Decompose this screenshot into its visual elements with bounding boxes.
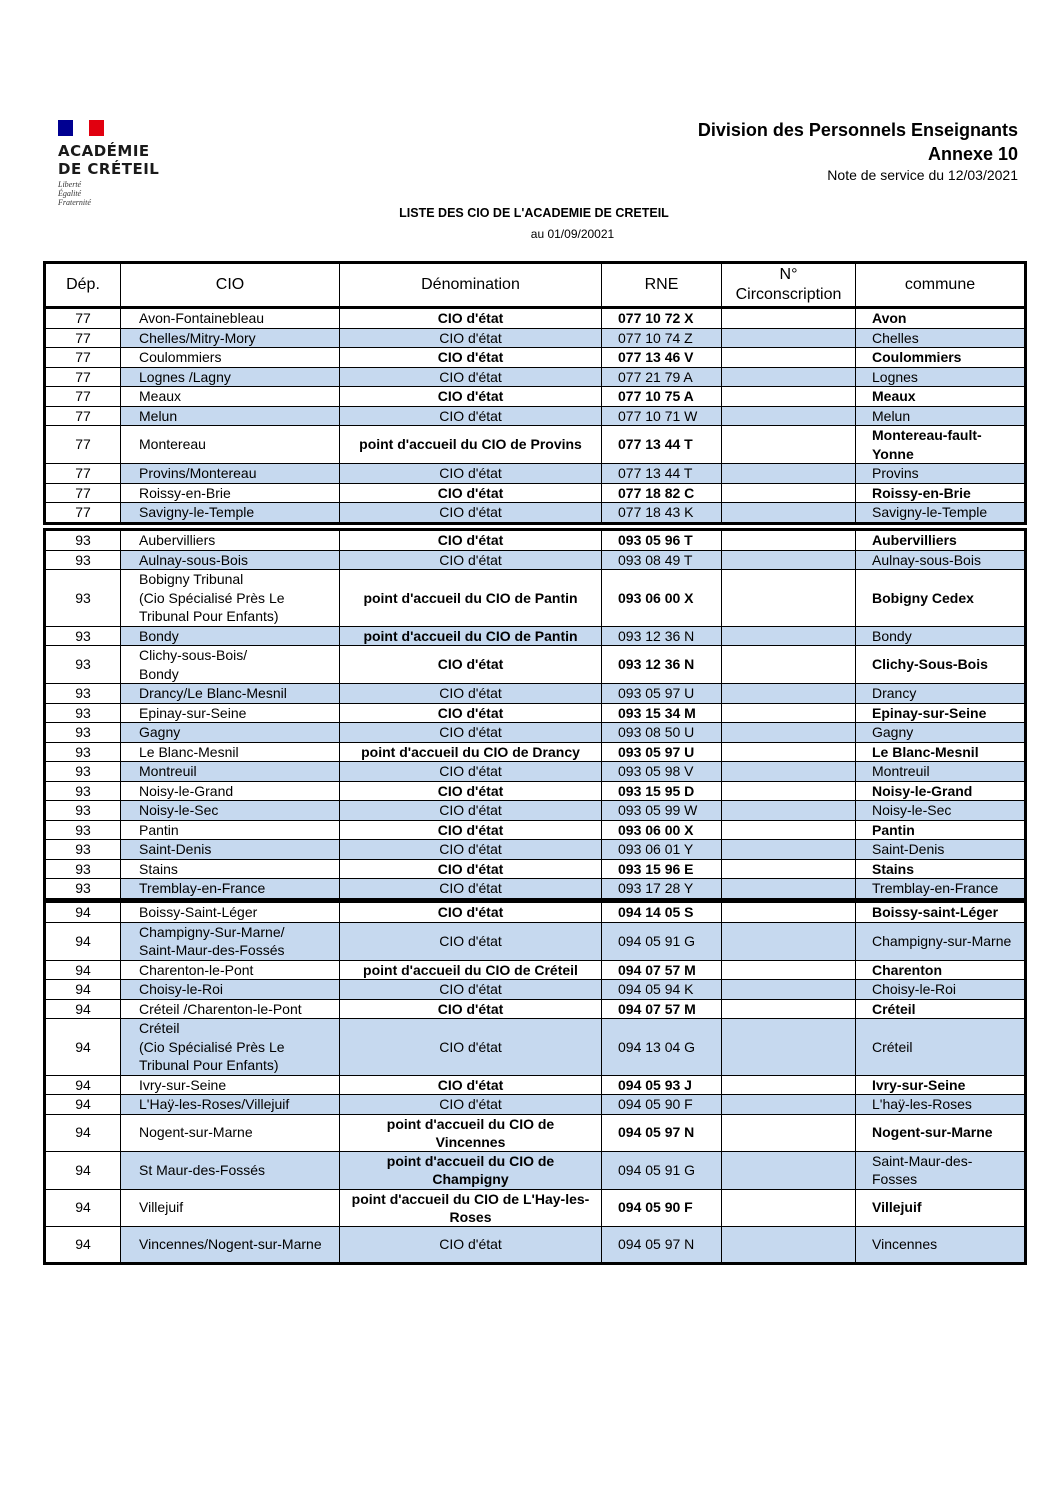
commune-cell: L'haÿ-les-Roses: [856, 1095, 1026, 1115]
table-row: [45, 1151, 1026, 1189]
rne-cell: 094 13 04 G: [602, 1019, 722, 1076]
dept-cell: 94: [45, 960, 121, 980]
rne-cell: 077 10 75 A: [602, 387, 722, 407]
commune-cell: Noisy-le-Sec: [856, 801, 1026, 821]
denomination-cell: CIO d'état: [340, 550, 602, 570]
dept-cell: 77: [45, 328, 121, 348]
rne-cell: 093 05 96 T: [602, 530, 722, 551]
circonscription-cell: [722, 503, 856, 524]
circonscription-cell: [722, 464, 856, 484]
rne-cell: 077 10 72 X: [602, 308, 722, 329]
dept-cell: 94: [45, 1151, 121, 1189]
dept-cell: 77: [45, 308, 121, 329]
circonscription-cell: [722, 902, 856, 923]
rne-cell: 093 06 00 X: [602, 820, 722, 840]
denomination-cell: point d'accueil du CIO de Drancy: [340, 742, 602, 762]
cio-table-2: [43, 528, 1027, 901]
dept-cell: 94: [45, 902, 121, 923]
commune-cell: Gagny: [856, 723, 1026, 743]
circonscription-cell: [722, 406, 856, 426]
cio-cell: Ivry-sur-Seine: [121, 1075, 340, 1095]
denomination-cell: point d'accueil du CIO de Vincennes: [340, 1114, 602, 1151]
logo-motto: [58, 180, 198, 207]
cio-cell: Villejuif: [121, 1189, 340, 1226]
cio-cell: Charenton-le-Pont: [121, 960, 340, 980]
denomination-cell: CIO d'état: [340, 1226, 602, 1263]
commune-cell: Roissy-en-Brie: [856, 483, 1026, 503]
denomination-cell: CIO d'état: [340, 684, 602, 704]
commune-cell: Créteil: [856, 1019, 1026, 1076]
flag-red-stripe: [89, 120, 104, 136]
denomination-cell: CIO d'état: [340, 723, 602, 743]
table-row: [45, 902, 1026, 923]
denomination-cell: CIO d'état: [340, 781, 602, 801]
cio-cell: Melun: [121, 406, 340, 426]
column-header-com: commune: [856, 263, 1026, 308]
dept-cell: 94: [45, 1095, 121, 1115]
table-row: [45, 1189, 1026, 1226]
commune-cell: Clichy-Sous-Bois: [856, 646, 1026, 684]
denomination-cell: point d'accueil du CIO de Pantin: [340, 570, 602, 627]
commune-cell: Villejuif: [856, 1189, 1026, 1226]
table-row: [45, 530, 1026, 551]
circonscription-cell: [722, 879, 856, 900]
dept-cell: 93: [45, 781, 121, 801]
dept-cell: 77: [45, 426, 121, 464]
circonscription-cell: [722, 742, 856, 762]
circonscription-cell: [722, 999, 856, 1019]
rne-cell: 093 08 49 T: [602, 550, 722, 570]
denomination-cell: CIO d'état: [340, 348, 602, 368]
rne-cell: 093 05 98 V: [602, 762, 722, 782]
circonscription-cell: [722, 840, 856, 860]
dept-cell: 93: [45, 530, 121, 551]
rne-cell: 093 12 36 N: [602, 646, 722, 684]
table-row: [45, 781, 1026, 801]
commune-cell: Savigny-le-Temple: [856, 503, 1026, 524]
dept-cell: 93: [45, 550, 121, 570]
denomination-cell: CIO d'état: [340, 464, 602, 484]
circonscription-cell: [722, 483, 856, 503]
circonscription-cell: [722, 703, 856, 723]
table-row: [45, 626, 1026, 646]
rne-cell: 093 15 95 D: [602, 781, 722, 801]
commune-cell: Champigny-sur-Marne: [856, 922, 1026, 960]
cio-cell: Saint-Denis: [121, 840, 340, 860]
rne-cell: 093 15 34 M: [602, 703, 722, 723]
denomination-cell: CIO d'état: [340, 801, 602, 821]
table-row: [45, 999, 1026, 1019]
commune-cell: Avon: [856, 308, 1026, 329]
circonscription-cell: [722, 1114, 856, 1151]
dept-cell: 77: [45, 503, 121, 524]
motto-egalite: Égalité: [58, 189, 82, 198]
motto-fraternite: Fraternité: [58, 198, 91, 207]
table-row: [45, 308, 1026, 329]
dept-cell: 93: [45, 820, 121, 840]
commune-cell: Bondy: [856, 626, 1026, 646]
commune-cell: Boissy-saint-Léger: [856, 902, 1026, 923]
denomination-cell: CIO d'état: [340, 762, 602, 782]
table-row: [45, 703, 1026, 723]
circonscription-cell: [722, 922, 856, 960]
table-row: [45, 1226, 1026, 1263]
table-row: [45, 859, 1026, 879]
circonscription-cell: [722, 387, 856, 407]
column-header-circ: N° Circonscription: [722, 263, 856, 308]
table-row: [45, 879, 1026, 900]
motto-liberte: Liberté: [58, 180, 82, 189]
rne-cell: 077 18 43 K: [602, 503, 722, 524]
denomination-cell: CIO d'état: [340, 1019, 602, 1076]
cio-table-3: [43, 900, 1027, 1265]
commune-cell: Montereau-fault- Yonne: [856, 426, 1026, 464]
cio-cell: Clichy-sous-Bois/ Bondy: [121, 646, 340, 684]
column-header-dep: Dép.: [45, 263, 121, 308]
rne-cell: 093 15 96 E: [602, 859, 722, 879]
table-row: [45, 464, 1026, 484]
dept-cell: 94: [45, 980, 121, 1000]
dept-cell: 93: [45, 762, 121, 782]
circonscription-cell: [722, 1019, 856, 1076]
table-row: [45, 328, 1026, 348]
rne-cell: 094 05 97 N: [602, 1226, 722, 1263]
rne-cell: 094 05 90 F: [602, 1189, 722, 1226]
cio-cell: Vincennes/Nogent-sur-Marne: [121, 1226, 340, 1263]
rne-cell: 093 05 97 U: [602, 684, 722, 704]
denomination-cell: CIO d'état: [340, 1075, 602, 1095]
dept-cell: 94: [45, 1189, 121, 1226]
rne-cell: 093 06 01 Y: [602, 840, 722, 860]
circonscription-cell: [722, 550, 856, 570]
rne-cell: 094 05 91 G: [602, 1151, 722, 1189]
dept-cell: 93: [45, 801, 121, 821]
table-row: [45, 1019, 1026, 1076]
denomination-cell: CIO d'état: [340, 530, 602, 551]
cio-cell: Montreuil: [121, 762, 340, 782]
cio-cell: Le Blanc-Mesnil: [121, 742, 340, 762]
table-row: [45, 348, 1026, 368]
circonscription-cell: [722, 1095, 856, 1115]
dept-cell: 94: [45, 922, 121, 960]
cio-cell: Epinay-sur-Seine: [121, 703, 340, 723]
table-row: [45, 762, 1026, 782]
dept-cell: 94: [45, 1114, 121, 1151]
cio-cell: Savigny-le-Temple: [121, 503, 340, 524]
commune-cell: Noisy-le-Grand: [856, 781, 1026, 801]
table-row: [45, 960, 1026, 980]
dept-cell: 77: [45, 367, 121, 387]
rne-cell: 094 05 91 G: [602, 922, 722, 960]
denomination-cell: CIO d'état: [340, 922, 602, 960]
dept-cell: 77: [45, 406, 121, 426]
commune-cell: Nogent-sur-Marne: [856, 1114, 1026, 1151]
circonscription-cell: [722, 308, 856, 329]
column-header-cio: CIO: [121, 263, 340, 308]
cio-cell: Roissy-en-Brie: [121, 483, 340, 503]
dept-cell: 77: [45, 387, 121, 407]
dept-cell: 93: [45, 879, 121, 900]
denomination-cell: CIO d'état: [340, 308, 602, 329]
denomination-cell: CIO d'état: [340, 980, 602, 1000]
rne-cell: 093 08 50 U: [602, 723, 722, 743]
logo-creteil-text: DE CRÉTEIL: [58, 160, 160, 178]
division-title: Division des Personnels Enseignants: [697, 120, 1018, 140]
commune-cell: Ivry-sur-Seine: [856, 1075, 1026, 1095]
logo-academie-text: ACADÉMIE: [58, 142, 150, 160]
rne-cell: 094 07 57 M: [602, 960, 722, 980]
cio-cell: St Maur-des-Fossés: [121, 1151, 340, 1189]
table-row: [45, 503, 1026, 524]
table-row: [45, 820, 1026, 840]
rne-cell: 093 05 97 U: [602, 742, 722, 762]
cio-cell: Noisy-le-Grand: [121, 781, 340, 801]
cio-cell: Champigny-Sur-Marne/ Saint-Maur-des-Fossés: [121, 922, 340, 960]
commune-cell: Drancy: [856, 684, 1026, 704]
circonscription-cell: [722, 801, 856, 821]
table-row: [45, 483, 1026, 503]
commune-cell: Saint-Maur-des- Fosses: [856, 1151, 1026, 1189]
dept-cell: 93: [45, 723, 121, 743]
dept-cell: 77: [45, 464, 121, 484]
commune-cell: Bobigny Cedex: [856, 570, 1026, 627]
circonscription-cell: [722, 1075, 856, 1095]
cio-cell: Choisy-le-Roi: [121, 980, 340, 1000]
table-row: [45, 646, 1026, 684]
dept-cell: 93: [45, 626, 121, 646]
circonscription-cell: [722, 960, 856, 980]
cio-cell: Noisy-le-Sec: [121, 801, 340, 821]
cio-cell: Pantin: [121, 820, 340, 840]
flag-white-stripe: [73, 120, 88, 136]
rne-cell: 077 21 79 A: [602, 367, 722, 387]
rne-cell: 094 05 93 J: [602, 1075, 722, 1095]
rne-cell: 077 10 74 Z: [602, 328, 722, 348]
dept-cell: 93: [45, 646, 121, 684]
cio-cell: Chelles/Mitry-Mory: [121, 328, 340, 348]
column-header-den: Dénomination: [340, 263, 602, 308]
cio-cell: Créteil /Charenton-le-Pont: [121, 999, 340, 1019]
rne-cell: 077 13 44 T: [602, 464, 722, 484]
table-row: [45, 1075, 1026, 1095]
denomination-cell: CIO d'état: [340, 879, 602, 900]
service-note: Note de service du 12/03/2021: [827, 167, 1018, 183]
marianne-flag-icon: [58, 120, 104, 136]
table-row: [45, 367, 1026, 387]
denomination-cell: point d'accueil du CIO de Pantin: [340, 626, 602, 646]
academie-logo: [58, 120, 198, 207]
commune-cell: Pantin: [856, 820, 1026, 840]
table-row: [45, 742, 1026, 762]
denomination-cell: CIO d'état: [340, 406, 602, 426]
document-title: LISTE DES CIO DE L'ACADEMIE DE CRETEIL: [399, 206, 669, 220]
denomination-cell: point d'accueil du CIO de Provins: [340, 426, 602, 464]
dept-cell: 93: [45, 703, 121, 723]
cio-cell: Montereau: [121, 426, 340, 464]
dept-cell: 77: [45, 483, 121, 503]
table-row: [45, 801, 1026, 821]
denomination-cell: CIO d'état: [340, 859, 602, 879]
table-row: [45, 550, 1026, 570]
rne-cell: 093 05 99 W: [602, 801, 722, 821]
table-row: [45, 406, 1026, 426]
cio-cell: Provins/Montereau: [121, 464, 340, 484]
dept-cell: 94: [45, 1226, 121, 1263]
cio-table-1: [43, 261, 1027, 525]
cio-cell: Avon-Fontainebleau: [121, 308, 340, 329]
dept-cell: 94: [45, 1019, 121, 1076]
denomination-cell: CIO d'état: [340, 646, 602, 684]
rne-cell: 093 12 36 N: [602, 626, 722, 646]
document-header: [698, 118, 1018, 184]
circonscription-cell: [722, 859, 856, 879]
circonscription-cell: [722, 328, 856, 348]
denomination-cell: CIO d'état: [340, 483, 602, 503]
table-row: [45, 922, 1026, 960]
circonscription-cell: [722, 762, 856, 782]
cio-cell: Aubervilliers: [121, 530, 340, 551]
flag-blue-stripe: [58, 120, 73, 136]
table-row: [45, 570, 1026, 627]
cio-cell: Coulommiers: [121, 348, 340, 368]
cio-cell: Nogent-sur-Marne: [121, 1114, 340, 1151]
rne-cell: 093 17 28 Y: [602, 879, 722, 900]
circonscription-cell: [722, 820, 856, 840]
table-row: [45, 426, 1026, 464]
denomination-cell: CIO d'état: [340, 902, 602, 923]
denomination-cell: CIO d'état: [340, 703, 602, 723]
commune-cell: Meaux: [856, 387, 1026, 407]
cio-cell: Gagny: [121, 723, 340, 743]
table-header-row: [45, 263, 1026, 308]
circonscription-cell: [722, 646, 856, 684]
table-row: [45, 723, 1026, 743]
rne-cell: 077 10 71 W: [602, 406, 722, 426]
rne-cell: 094 05 90 F: [602, 1095, 722, 1115]
dept-cell: 93: [45, 684, 121, 704]
table-row: [45, 1114, 1026, 1151]
dept-cell: 77: [45, 348, 121, 368]
cio-cell: Meaux: [121, 387, 340, 407]
cio-cell: Lognes /Lagny: [121, 367, 340, 387]
commune-cell: Vincennes: [856, 1226, 1026, 1263]
denomination-cell: point d'accueil du CIO de Champigny: [340, 1151, 602, 1189]
circonscription-cell: [722, 1226, 856, 1263]
denomination-cell: CIO d'état: [340, 840, 602, 860]
circonscription-cell: [722, 426, 856, 464]
dept-cell: 93: [45, 840, 121, 860]
annexe-title: Annexe 10: [927, 144, 1018, 164]
table-row: [45, 840, 1026, 860]
circonscription-cell: [722, 348, 856, 368]
cio-cell: L'Haÿ-les-Roses/Villejuif: [121, 1095, 340, 1115]
denomination-cell: CIO d'état: [340, 999, 602, 1019]
denomination-cell: point d'accueil du CIO de Créteil: [340, 960, 602, 980]
dept-cell: 94: [45, 1075, 121, 1095]
dept-cell: 94: [45, 999, 121, 1019]
table-row: [45, 684, 1026, 704]
commune-cell: Epinay-sur-Seine: [856, 703, 1026, 723]
circonscription-cell: [722, 980, 856, 1000]
cio-cell: Tremblay-en-France: [121, 879, 340, 900]
commune-cell: Choisy-le-Roi: [856, 980, 1026, 1000]
circonscription-cell: [722, 530, 856, 551]
rne-cell: 094 14 05 S: [602, 902, 722, 923]
circonscription-cell: [722, 367, 856, 387]
commune-cell: Provins: [856, 464, 1026, 484]
table-row: [45, 980, 1026, 1000]
table-row: [45, 1095, 1026, 1115]
circonscription-cell: [722, 1151, 856, 1189]
dept-cell: 93: [45, 859, 121, 879]
commune-cell: Le Blanc-Mesnil: [856, 742, 1026, 762]
table-row: [45, 387, 1026, 407]
circonscription-cell: [722, 723, 856, 743]
denomination-cell: point d'accueil du CIO de L'Hay-les- Roses: [340, 1189, 602, 1226]
denomination-cell: CIO d'état: [340, 820, 602, 840]
rne-cell: 094 07 57 M: [602, 999, 722, 1019]
cio-cell: Bondy: [121, 626, 340, 646]
cio-cell: Stains: [121, 859, 340, 879]
rne-cell: 094 05 97 N: [602, 1114, 722, 1151]
circonscription-cell: [722, 1189, 856, 1226]
commune-cell: Aulnay-sous-Bois: [856, 550, 1026, 570]
commune-cell: Tremblay-en-France: [856, 879, 1026, 900]
cio-cell: Drancy/Le Blanc-Mesnil: [121, 684, 340, 704]
cio-cell: Bobigny Tribunal (Cio Spécialisé Près Le Tribunal Pour Enfants): [121, 570, 340, 627]
document-date: au 01/09/20021: [530, 227, 615, 241]
rne-cell: 094 05 94 K: [602, 980, 722, 1000]
commune-cell: Créteil: [856, 999, 1026, 1019]
circonscription-cell: [722, 626, 856, 646]
denomination-cell: CIO d'état: [340, 367, 602, 387]
denomination-cell: CIO d'état: [340, 328, 602, 348]
commune-cell: Chelles: [856, 328, 1026, 348]
column-header-rne: RNE: [602, 263, 722, 308]
circonscription-cell: [722, 684, 856, 704]
cio-cell: Créteil (Cio Spécialisé Près Le Tribunal Pour Enfants): [121, 1019, 340, 1076]
commune-cell: Charenton: [856, 960, 1026, 980]
rne-cell: 077 18 82 C: [602, 483, 722, 503]
commune-cell: Lognes: [856, 367, 1026, 387]
commune-cell: Saint-Denis: [856, 840, 1026, 860]
cio-cell: Boissy-Saint-Léger: [121, 902, 340, 923]
commune-cell: Stains: [856, 859, 1026, 879]
denomination-cell: CIO d'état: [340, 503, 602, 524]
cio-cell: Aulnay-sous-Bois: [121, 550, 340, 570]
rne-cell: 077 13 44 T: [602, 426, 722, 464]
commune-cell: Coulommiers: [856, 348, 1026, 368]
dept-cell: 93: [45, 570, 121, 627]
circonscription-cell: [722, 781, 856, 801]
dept-cell: 93: [45, 742, 121, 762]
circonscription-cell: [722, 570, 856, 627]
denomination-cell: CIO d'état: [340, 1095, 602, 1115]
rne-cell: 093 06 00 X: [602, 570, 722, 627]
rne-cell: 077 13 46 V: [602, 348, 722, 368]
commune-cell: Melun: [856, 406, 1026, 426]
commune-cell: Montreuil: [856, 762, 1026, 782]
commune-cell: Aubervilliers: [856, 530, 1026, 551]
denomination-cell: CIO d'état: [340, 387, 602, 407]
